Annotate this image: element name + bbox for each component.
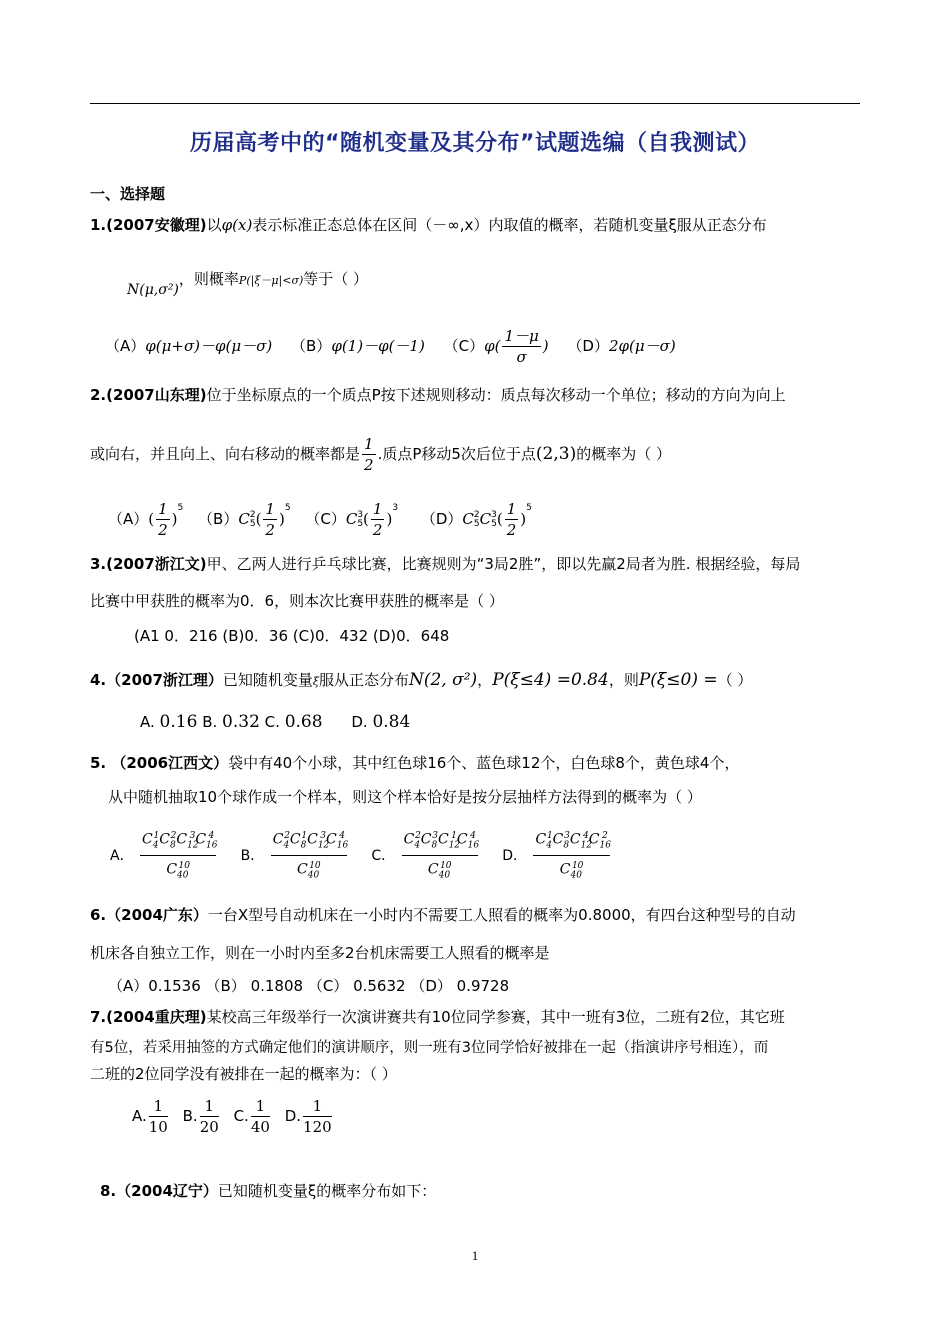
q5-option-b-label: B． [240,847,265,864]
q4-option-d: 0.84 [372,712,411,732]
q2-c-num: 1 [372,500,383,518]
question-1-line-1 [90,214,767,235]
q7-option-a-fraction [149,1096,168,1137]
q4-text1: 已知随机变量 [222,671,313,689]
q7-b-num: 1 [200,1096,219,1117]
question-2-options: （A）( $\frac{1}{2}$ )$^5$ （B）C 2 5 ( $\frac{1}{2}$ )$^5$ （C）C 3 5 ( $\frac{1}{2}$ )$^3$ （D）C 2 5 C 3 5 ( $\frac{1}{2}$ )$^5$ [108,500,532,539]
q5-text1: 袋中有40个小球，其中红色球16个、蓝色球12个，白色球8个，黄色球4个， [228,754,740,772]
q1-option-a: φ(μ+σ)－φ(μ－σ) [145,337,273,355]
q1-option-c-den: σ [516,348,527,366]
q4-dist: N(2, σ²) [408,670,478,690]
q4-paren: （ ） [717,671,753,689]
q2-text4: 的概率为（ ） [576,445,672,463]
q2-a-den: 2 [158,521,168,539]
q1-phi-x: φ(x) [221,216,253,234]
question-2-line-1 [90,384,786,405]
question-6-head: 6.（2004广东） [90,906,208,924]
q4-text3: 则 [623,671,639,689]
q2-c-den: 2 [372,521,383,539]
q1-text3: ，则概率 [178,270,239,288]
q2-option-a-fraction [156,499,170,540]
question-3-head: 3.(2007浙江文) [90,555,207,573]
q2-text3: .质点P移动5次后位于点 [377,445,536,463]
q7-d-num: 1 [303,1096,332,1117]
q3-text1: 甲、乙两人进行乒乓球比赛，比赛规则为“3局2胜”，即以先赢2局者为胜. 根据经验，每局 [206,555,801,573]
q5-option-b-fraction: $\frac{C_4^2C_8^1C_{12}^3C_{16}^4}{C_{40}^{10}}$ [271,826,347,886]
q1-option-d-label: （D） [567,337,609,355]
question-7-head: 7.(2004重庆理) [90,1008,207,1026]
q4-ask: P(ξ≤0) = [638,670,718,690]
q7-option-a-label: A. [132,1107,147,1125]
q2-option-c-fraction [371,499,385,540]
q1-option-c-fraction [502,326,540,367]
q5-option-c-fraction: $\frac{C_4^2C_8^3C_{12}^1C_{16}^4}{C_{40}^{10}}$ [402,826,478,886]
question-2-line-2 [90,432,671,476]
q1-dist: N(μ,σ²) [127,282,179,298]
question-5-head: 5. （2006江西文） [90,754,229,772]
page-number: 1 [471,1248,479,1263]
q4-xi: ξ [312,675,319,688]
q7-option-c-label: C. [233,1107,249,1125]
question-3-line-1 [90,553,800,574]
q1-option-b-label: （B） [291,337,332,355]
q1-option-c-label: （C） [443,337,485,355]
q4-option-d-label: D. [351,713,368,731]
q1-prob: P(|ξ－μ|<σ) [238,274,304,287]
q2-half-den: 2 [364,456,374,474]
q1-option-c-num: 1－μ [504,327,539,345]
question-6-line-2: 机床各自独立工作，则在一小时内至多2台机床需要工人照看的概率是 [90,944,550,962]
q4-option-c: 0.68 [284,712,323,732]
q2-point: (2,3) [535,444,577,464]
q7-option-c-fraction [251,1096,270,1137]
q2-d-exp: 5 [526,503,532,513]
q7-d-den: 120 [303,1118,332,1136]
section-heading: 一、选择题 [90,185,166,203]
q8-text1: 已知随机变量ξ的概率分布如下： [217,1182,437,1200]
question-5-options [110,826,612,886]
q5-option-a-label: A． [110,847,134,864]
q7-c-num: 1 [251,1096,270,1117]
q2-c-exp: 3 [392,503,399,513]
q5-option-c-label: C． [371,847,396,864]
q4-option-a: 0.16 [159,712,198,732]
q2-option-d-fraction [505,499,519,540]
q1-option-d: 2φ(μ－σ) [608,337,676,355]
q2-option-b-label: （B） [198,510,239,528]
q4-option-b: 0.32 [222,712,260,732]
question-4-line-1: 4.（2007浙江理）已知随机变量ξ服从正态分布N(2, σ²)，P(ξ≤4) =0.84，则P(ξ≤0) =（ ） [90,670,753,690]
question-7-options [132,1094,334,1138]
q5-option-a-fraction: $\frac{C_4^1C_8^2C_{12}^3C_{16}^4}{C_{40}^{10}}$ [140,826,216,886]
question-2-head: 2.(2007山东理) [90,386,207,404]
question-5-line-2: 从中随机抽取10个球作成一个样本，则这个样本恰好是按分层抽样方法得到的概率为（ ） [108,788,702,806]
question-4-head: 4.（2007浙江理） [90,671,223,689]
question-8-line-1 [100,1180,436,1201]
q2-b-num: 1 [265,500,275,518]
q2-option-a-label: （A） [108,510,149,528]
q2-half-fraction [362,434,376,475]
q2-d-den: 2 [506,521,517,539]
question-7-line-1 [90,1006,785,1027]
question-4-options [140,712,410,732]
question-7-line-3: 二班的2位同学没有被排在一起的概率为：（ ） [90,1065,397,1083]
q7-option-d-label: D. [284,1107,302,1125]
q1-option-b: φ(1)－φ(－1) [331,337,425,355]
question-3-line-2: 比赛中甲获胜的概率为0．6，则本次比赛甲获胜的概率是（ ） [90,592,504,610]
q7-option-d-fraction [303,1096,332,1137]
q7-c-den: 40 [250,1118,270,1136]
q4-cond: P(ξ≤4) =0.84 [492,670,609,690]
q7-option-b-label: B. [182,1107,198,1125]
q4-option-c-label: C. [264,713,280,731]
q7-a-num: 1 [149,1096,168,1117]
q2-text2: 或向右，并且向上、向右移动的概率都是 [90,445,361,463]
q1-text2: 表示标准正态总体在区间（－∞,x）内取值的概率，若随机变量ξ服从正态分布 [252,216,767,234]
q2-text1: 位于坐标原点的一个质点P按下述规则移动：质点每次移动一个单位；移动的方向为向上 [206,386,786,404]
page-title: 历届高考中的“随机变量及其分布”试题选编（自我测试） [190,131,760,156]
question-1-options [105,326,676,370]
q1-option-a-label: （A） [105,337,146,355]
q7-text1: 某校高三年级举行一次演讲赛共有10位同学参赛，其中一班有3位，二班有2位，其它班 [206,1008,785,1026]
question-3-options: (A1 0．216 (B)0．36 (C)0．432 (D)0．648 [134,627,450,645]
q4-option-b-label: B. [202,713,218,731]
question-1-head: 1.(2007安徽理) [90,216,207,234]
header-rule [90,103,860,104]
q2-option-b-fraction [263,499,277,540]
question-5-line-1 [90,752,739,773]
q2-b-exp: 5 [284,503,291,513]
question-6-options: （A）0.1536 （B） 0.1808 （C） 0.5632 （D） 0.9728 [108,977,510,995]
q2-half-num: 1 [364,435,374,453]
question-8-head: 8.（2004辽宁） [100,1182,218,1200]
q2-a-exp: 5 [177,503,184,513]
q1-text1: 以 [206,216,222,234]
q1-text4: 等于（ ） [303,270,369,288]
q4-text2: 服从正态分布 [318,671,409,689]
q1-option-c-post: ) [542,337,549,355]
q7-a-den: 10 [148,1118,168,1136]
question-6-line-1 [90,904,796,925]
q2-d-num: 1 [506,500,517,518]
q5-option-d-fraction: $\frac{C_4^1C_8^3C_{12}^4C_{16}^2}{C_{40}^{10}}$ [533,826,609,886]
question-7-line-2: 有5位，若采用抽签的方式确定他们的演讲顺序，则一班有3位同学恰好被排在一起（指演讲序号相连），而 [90,1040,769,1056]
q6-text1: 一台X型号自动机床在一小时内不需要工人照看的概率为0.8000，有四台这种型号的自动 [207,906,796,924]
question-1-line-2 [127,268,369,298]
q7-b-den: 20 [199,1118,219,1136]
q7-option-b-fraction [200,1096,219,1137]
q2-b-den: 2 [265,521,275,539]
q2-a-num: 1 [158,500,168,518]
q2-option-d-label: （D） [420,510,463,528]
q1-option-c-pre: φ( [484,337,501,355]
q4-option-a-label: A. [140,713,155,731]
q5-option-d-label: D． [502,847,528,864]
q2-option-c-label: （C） [305,510,346,528]
